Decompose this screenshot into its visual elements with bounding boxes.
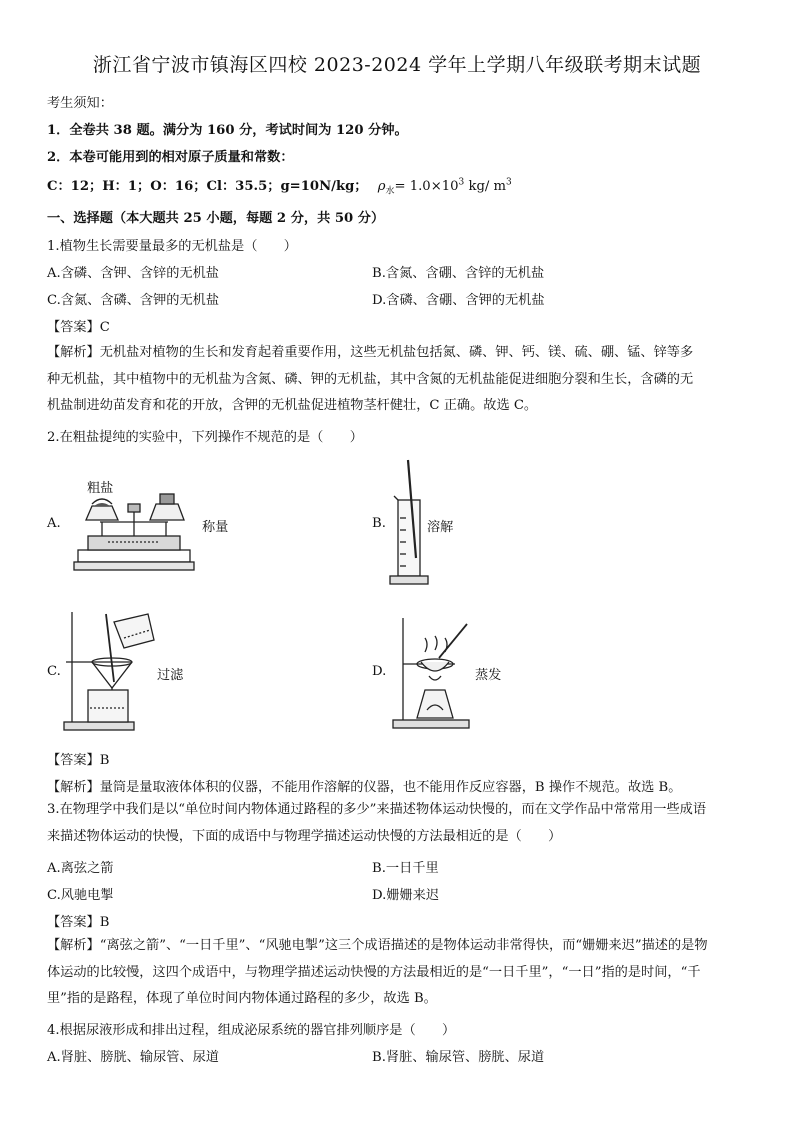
q2-option-c-text: 过滤 [157, 668, 184, 683]
section-1-heading: 一、选择题（本大题共 25 小题，每题 2 分，共 50 分） [47, 211, 385, 226]
q3-answer: 【答案】B [47, 915, 110, 930]
q3-stem [47, 797, 747, 850]
q3-option-d: D.姗姗来迟 [372, 888, 440, 903]
page-title: 浙江省宁波市镇海区四校 2023-2024 学年上学期八年级联考期末试题 [92, 54, 702, 76]
q1-option-b: B.含氮、含硼、含锌的无机盐 [372, 266, 545, 281]
q3-stem-line: 来描述物体运动的快慢，下面的成语中与物理学描述运动快慢的方法最相近的是（ ） [47, 828, 562, 844]
q1-analysis [47, 340, 747, 420]
q3-option-a: A.离弦之箭 [47, 861, 114, 876]
q3-analysis-line: 【解析】“离弦之箭”、“一日千里”、“风驰电掣”这三个成语描述的是物体运动非常得快，而“姗姗来迟”描述的是物 [47, 938, 708, 953]
q2-option-a-text: 称量 [202, 520, 229, 535]
filtration-illustration [62, 608, 160, 732]
q2-figure-a-label: 粗盐 [87, 481, 114, 496]
q1-stem: 1.植物生长需要量最多的无机盐是（ ） [47, 239, 297, 254]
q1-option-a: A.含磷、含钾、含锌的无机盐 [47, 266, 219, 281]
q3-option-b: B.一日千里 [372, 861, 439, 876]
constants-line [47, 175, 512, 197]
water-density-formula [377, 177, 512, 197]
q3-analysis [47, 933, 747, 1013]
q2-option-a-letter: A. [47, 516, 61, 531]
q3-analysis-line: 里”指的是路程，体现了单位时间内物体通过路程的多少，故选 B。 [47, 991, 437, 1007]
rho-symbol: ρ [377, 179, 386, 194]
q2-option-d-letter: D. [372, 664, 387, 679]
q1-option-d: D.含磷、含硼、含钾的无机盐 [372, 293, 545, 308]
q2-analysis: 【解析】量筒是量取液体体积的仪器，不能用作溶解的仪器，也不能用作反应容器，B 操作不规范。故选 B。 [47, 780, 682, 795]
q2-option-d-text: 蒸发 [475, 668, 502, 683]
q1-analysis-line: 机盐制进幼苗发育和花的开放，含钾的无机盐促进植物茎杆健壮，C 正确。故选 C。 [47, 398, 538, 414]
q4-stem: 4.根据尿液形成和排出过程，组成泌尿系统的器官排列顺序是（ ） [47, 1023, 456, 1038]
q2-answer: 【答案】B [47, 753, 110, 768]
q3-option-c: C.风驰电掣 [47, 888, 114, 903]
rho-exponent: 3 [458, 177, 465, 188]
balance-illustration [72, 480, 200, 572]
rho-subscript: 水 [385, 186, 395, 197]
rho-value: = 1.0×10 [394, 179, 459, 194]
q2-option-c-letter: C. [47, 664, 61, 679]
q2-option-b-text: 溶解 [427, 520, 454, 535]
notice-heading: 考生须知： [47, 96, 113, 111]
notice-item-1: 1．全卷共 38 题。满分为 160 分，考试时间为 120 分钟。 [47, 123, 408, 138]
q1-analysis-line: 【解析】无机盐对植物的生长和发育起着重要作用，这些无机盐包括氮、磷、钾、钙、镁、硫、硼、锰、锌等多 [47, 345, 694, 360]
measuring-cylinder-illustration [388, 458, 428, 588]
q2-option-b-letter: B. [372, 516, 386, 531]
q4-option-a: A.肾脏、膀胱、输尿管、尿道 [47, 1050, 219, 1065]
evaporation-illustration [385, 614, 477, 730]
q2-stem: 2.在粗盐提纯的实验中，下列操作不规范的是（ ） [47, 430, 363, 445]
q4-option-b: B.肾脏、输尿管、膀胱、尿道 [372, 1050, 545, 1065]
q3-analysis-line: 体运动的比较慢，这四个成语中，与物理学描述运动快慢的方法最相近的是“一日千里”，“一日”指的是时间，“千 [47, 964, 701, 980]
q1-analysis-line: 种无机盐，其中植物中的无机盐为含氮、磷、钾的无机盐，其中含氮的无机盐能促进细胞分裂和生长，含磷的无 [47, 371, 694, 387]
notice-item-2: 2．本卷可能用到的相对原子质量和常数： [47, 150, 294, 165]
constants-text: C：12；H：1；O：16；Cl：35.5；g=10N/kg； [47, 179, 368, 194]
q1-answer: 【答案】C [47, 320, 110, 335]
q1-option-c: C.含氮、含磷、含钾的无机盐 [47, 293, 220, 308]
rho-unit-exponent: 3 [506, 177, 512, 188]
rho-unit: kg/ m [464, 179, 507, 194]
q3-stem-line: 3.在物理学中我们是以“单位时间内物体通过路程的多少”来描述物体运动快慢的，而在文学作品中常常用一些成语 [47, 802, 707, 817]
